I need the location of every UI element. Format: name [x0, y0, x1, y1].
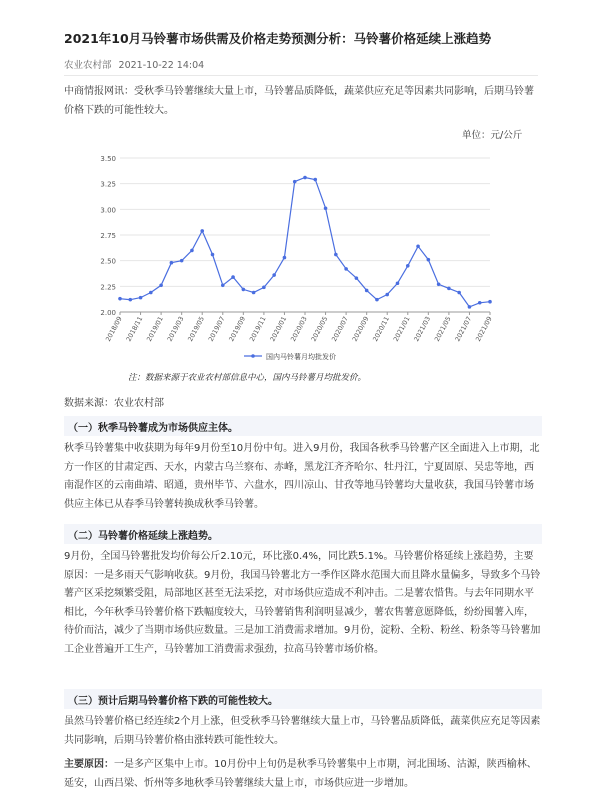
data-point [252, 291, 256, 295]
x-tick-label: 2020/05 [309, 315, 330, 343]
x-tick-label: 2020/09 [350, 315, 371, 343]
data-point [231, 275, 235, 279]
data-point [313, 178, 317, 182]
section1-paragraph: 秋季马铃薯集中收获期为每年9月份至10月份中旬。进入9月份，我国各秋季马铃薯产区全面进入上市期，北方一作区的甘肃定西、天水，内蒙古乌兰察布、赤峰，黑龙江齐齐哈尔、牡丹江，宁夏固原、吴忠等地，西南混作区的云南曲靖、昭通，贵州毕节、六盘水，四川凉山、甘孜等地马铃薯均大量收获，我国马铃薯市场供应主体已从春季马铃薯转换成秋季马铃薯。 [64, 443, 540, 510]
x-tick-label: 2021/03 [412, 315, 433, 343]
section2-paragraph: 9月份，全国马铃薯批发均价每公斤2.10元，环比涨0.4%，同比跌5.1%。马铃薯价格延续上涨趋势，主要原因：一是多雨天气影响收获。9月份，我国马铃薯北方一季作区降水范围大而且降水量偏多，导致多个马铃薯产区采挖频繁受阻，局部地区甚至无法采挖，对市场供应造成不利冲击。二是薯农惜售。与去年同期水平相比，今年秋季马铃薯价格下跌幅度较大，马铃薯销售利润明显减少，薯农售薯意愿降低，纷纷囤薯入库，待价而沽，减少了当期市场供应数量。三是加工消费需求增加。9月份，淀粉、全粉、粉丝、粉条等马铃薯加工企业普遍开工生产，马铃薯加工消费需求强劲，拉高马铃薯市场价格。 [64, 551, 541, 655]
price-series-line [120, 178, 490, 307]
data-point [365, 289, 369, 293]
section3-paragraph: 虽然马铃薯价格已经连续2个月上涨，但受秋季马铃薯继续大量上市，马铃薯品质降低，蔬菜供应充足等因素共同影响，后期马铃薯价格由涨转跌可能性较大。 [64, 716, 541, 746]
data-point [324, 207, 328, 211]
unit-label: 单位：元/公斤 [462, 130, 523, 141]
article-source: 农业农村部 [64, 60, 112, 71]
y-tick-label: 2.75 [100, 232, 116, 240]
data-point [406, 264, 410, 268]
legend-label: 国内马铃薯月均批发价 [266, 353, 336, 361]
x-tick-label: 2020/03 [289, 315, 309, 343]
data-point [488, 300, 492, 304]
data-point [139, 296, 143, 300]
data-point [128, 298, 132, 302]
x-tick-label: 2018/11 [124, 315, 145, 343]
x-tick-label: 2019/05 [186, 315, 206, 343]
data-point [468, 305, 472, 309]
data-point [396, 281, 400, 285]
data-point [303, 176, 307, 180]
y-tick-label: 2.00 [100, 309, 116, 317]
y-tick-label: 3.00 [100, 206, 116, 215]
data-point [272, 273, 276, 277]
title-divider [64, 75, 538, 76]
data-point [159, 284, 163, 288]
x-tick-label: 2020/01 [268, 315, 289, 343]
section3b-text: 一是多产区集中上市。10月份中上旬仍是秋季马铃薯集中上市期，河北围场、沽源，陕西榆林、延安，山西吕梁、忻州等多地秋季马铃薯继续大量上市，市场供应进一步增加。 [64, 759, 537, 789]
data-point [385, 293, 389, 297]
article-date: 2021-10-22 14:04 [118, 60, 205, 71]
y-tick-label: 2.50 [100, 257, 116, 266]
data-point [344, 267, 348, 271]
data-point [262, 286, 266, 290]
data-source: 数据来源：农业农村部 [64, 398, 164, 409]
legend-marker [251, 354, 255, 358]
data-point [478, 301, 482, 305]
y-tick-label: 3.50 [100, 155, 116, 163]
section2-heading: （二）马铃薯价格延续上涨趋势。 [68, 531, 218, 542]
x-tick-label: 2020/11 [371, 315, 391, 343]
data-point [190, 249, 194, 253]
x-tick-label: 2019/09 [227, 315, 248, 343]
price-line-chart [94, 144, 504, 368]
section3b-paragraph [64, 756, 542, 793]
x-tick-label: 2019/11 [247, 315, 268, 343]
x-tick-label: 2020/07 [330, 315, 350, 343]
data-point [416, 244, 420, 248]
x-tick-label: 2021/09 [474, 315, 494, 343]
data-point [447, 287, 451, 291]
data-point [427, 258, 431, 262]
data-point [149, 291, 153, 295]
data-point [221, 284, 225, 288]
data-point [283, 256, 287, 260]
x-tick-label: 2019/01 [145, 315, 165, 343]
data-point [375, 298, 379, 302]
x-tick-label: 2021/07 [453, 315, 474, 343]
article-meta [64, 57, 204, 71]
data-point [211, 253, 215, 257]
x-tick-label: 2021/05 [432, 315, 453, 343]
section1-heading: （一）秋季马铃薯成为市场供应主体。 [68, 423, 238, 434]
data-point [180, 259, 184, 263]
data-point [118, 297, 122, 301]
intro-paragraph: 中商情报网讯：受秋季马铃薯继续大量上市，马铃薯品质降低，蔬菜供应充足等因素共同影响，后期马铃薯价格下跌的可能性较大。 [64, 86, 534, 116]
x-tick-label: 2019/03 [165, 315, 186, 343]
x-tick-label: 2019/07 [206, 315, 227, 343]
data-point [200, 229, 204, 233]
data-point [293, 180, 297, 184]
data-point [457, 291, 461, 295]
data-point [170, 261, 174, 265]
x-tick-label: 2018/09 [104, 315, 124, 343]
x-tick-label: 2021/01 [391, 315, 412, 343]
y-tick-label: 2.25 [100, 283, 116, 292]
chart-note: 注：数据来源于农业农村部信息中心，国内马铃薯月均批发价。 [128, 373, 367, 383]
section3b-label: 主要原因： [64, 759, 114, 770]
y-tick-label: 3.25 [100, 180, 116, 189]
data-point [355, 276, 359, 280]
article-title: 2021年10月马铃薯市场供需及价格走势预测分析：马铃薯价格延续上涨趋势 [64, 31, 492, 46]
price-chart [94, 144, 504, 368]
data-point [437, 282, 441, 286]
data-point [334, 253, 338, 257]
data-point [242, 288, 246, 292]
section3-heading: （三）预计后期马铃薯价格下跌的可能性较大。 [68, 696, 278, 707]
